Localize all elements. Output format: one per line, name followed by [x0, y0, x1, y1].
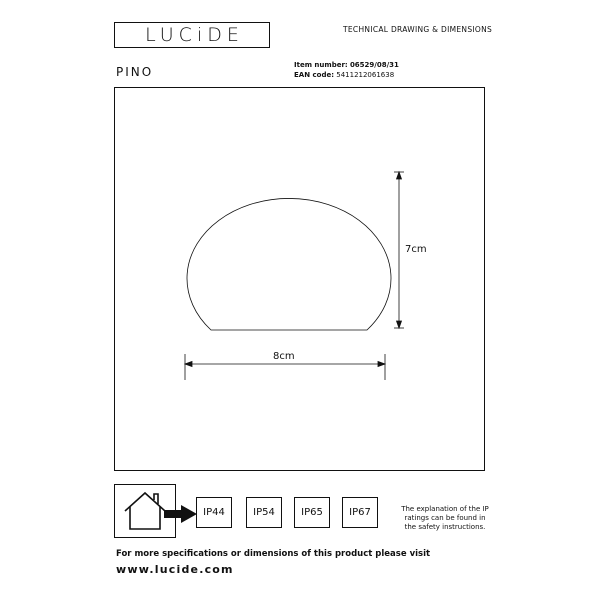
document-title: TECHNICAL DRAWING & DIMENSIONS	[343, 25, 493, 34]
item-number-row	[294, 60, 399, 70]
technical-drawing	[115, 88, 486, 472]
brand-name: LUCiDE	[145, 23, 244, 46]
ean-code-row	[294, 70, 399, 80]
footer-url[interactable]: www.lucide.com	[116, 563, 234, 576]
ip-badge-ip67: IP67	[342, 497, 378, 528]
lamp-outline	[187, 198, 391, 330]
brand-logo	[114, 22, 270, 48]
arrow-right-icon	[164, 505, 198, 523]
width-label: 8cm	[273, 351, 295, 362]
product-name: PINO	[116, 65, 154, 79]
ip-badge-ip54: IP54	[246, 497, 282, 528]
height-dimension	[394, 172, 404, 328]
product-meta	[294, 60, 399, 80]
ip-rating-note: The explanation of the IP ratings can be found in the safety instructions.	[401, 505, 489, 531]
ip-badge-ip44: IP44	[196, 497, 232, 528]
item-number-label: Item number:	[294, 61, 348, 69]
height-label: 7cm	[405, 244, 427, 255]
item-number-value: 06529/08/31	[349, 61, 399, 69]
ean-code-value: 5411212061638	[336, 71, 395, 79]
footer-text: For more specifications or dimensions of this product please visit	[116, 549, 431, 559]
ean-code-label: EAN code:	[294, 71, 335, 79]
ip-badge-ip65: IP65	[294, 497, 330, 528]
drawing-frame	[114, 87, 485, 471]
